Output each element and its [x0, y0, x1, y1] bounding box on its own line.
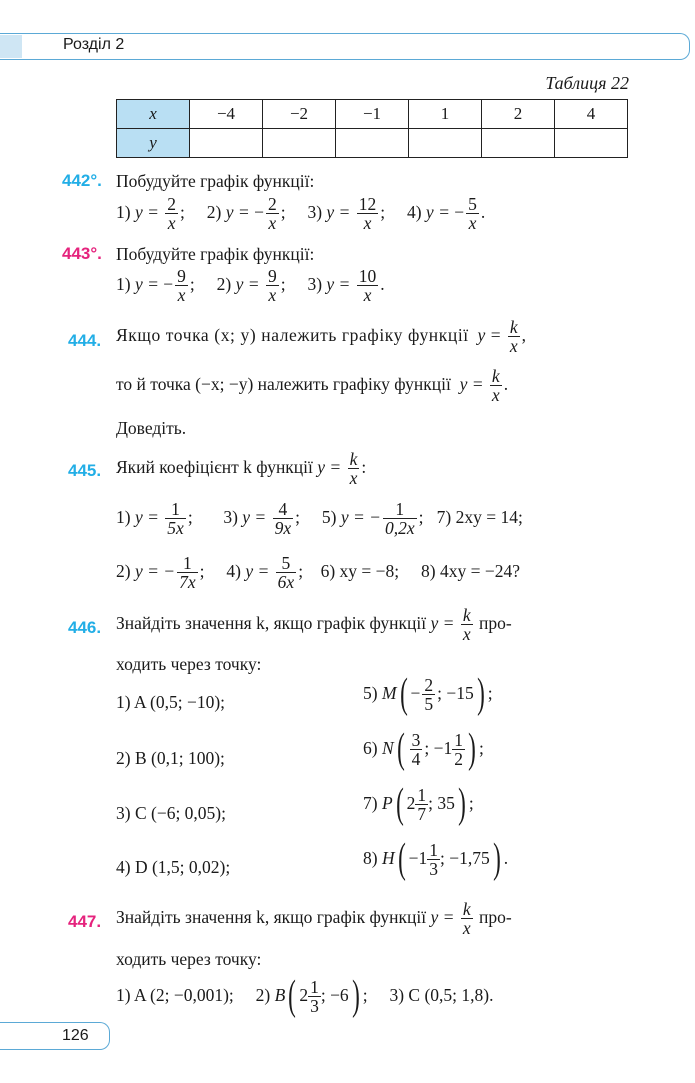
problem-number-442: 442°.	[62, 171, 102, 190]
problem-443-text: Побудуйте графік функції:	[116, 244, 315, 264]
fraction: $\frac{9}{x}$	[177, 266, 186, 306]
item: 2) y = $\frac{9}{x}$ ;	[216, 266, 286, 306]
fraction: $\frac{1}{5x}$	[167, 499, 184, 539]
item: 2) y = − $\frac{2}{x}$ ;	[206, 194, 286, 234]
point-item-m: 5) M( − $\frac{2}{5}$ ; −15) ;	[363, 671, 493, 717]
item: 1) y = − $\frac{9}{x}$ ;	[116, 266, 195, 306]
item: 3) y = $\frac{4}{9x}$ ;	[223, 499, 300, 539]
page-number: 126	[62, 1027, 89, 1044]
problem-444-line3: Доведіть.	[116, 418, 187, 438]
fraction: $\frac{10}{x}$	[358, 266, 377, 306]
problem-number-444: 444.	[68, 331, 102, 350]
problem-number-446: 446.	[68, 618, 102, 637]
problem-443-items	[116, 267, 385, 305]
item: 1) y = $\frac{1}{5x}$ ;	[116, 499, 193, 539]
table-row-y	[117, 129, 628, 158]
problem-444-line1: Якщо точка (x; y) належить графіку функції y = $\frac{k}{x}$ ,	[116, 317, 527, 357]
table-header-x: x	[117, 100, 190, 129]
problem-number-443: 443°.	[62, 244, 102, 263]
problem-442-items	[116, 195, 485, 233]
fraction: $\frac{2}{x}$	[167, 194, 177, 234]
values-table	[116, 99, 628, 158]
fraction: $\frac{k}{x}$	[491, 366, 500, 406]
item: 2) y = − $\frac{1}{7x}$ ;	[116, 553, 205, 593]
fraction: $\frac{1}{3}$	[310, 977, 319, 1017]
table-cell-empty	[555, 129, 628, 158]
fraction: $\frac{5}{6x}$	[277, 553, 295, 593]
fraction: $\frac{3}{4}$	[411, 730, 421, 770]
page-number-frame	[0, 1022, 110, 1050]
point-item: 2) B (0,1; 100);	[116, 748, 225, 768]
fraction: $\frac{1}{7}$	[417, 785, 427, 825]
section-title: Розділ 2	[63, 36, 125, 53]
table-cell: −2	[263, 100, 336, 129]
section-header-tab	[0, 35, 22, 58]
point-item: 4) D (1,5; 0,02);	[116, 857, 231, 877]
problem-447-line2: ходить через точку:	[116, 949, 262, 969]
fraction: $\frac{k}{x}$	[462, 899, 471, 939]
item: 4) y = − $\frac{5}{x}$ .	[406, 194, 486, 234]
table-cell-empty	[482, 129, 555, 158]
point-item-b: 2) B( 2 $\frac{1}{3}$ ; −6) ;	[255, 973, 368, 1019]
problem-446-line2: ходить через точку:	[116, 654, 262, 674]
item: 1) y = $\frac{2}{x}$ ;	[116, 194, 185, 234]
item: 4) y = $\frac{5}{6x}$ ;	[226, 553, 304, 593]
fraction: $\frac{9}{x}$	[267, 266, 277, 306]
point-item: 1) A (2; −0,001);	[116, 984, 234, 1005]
fraction: $\frac{2}{5}$	[424, 675, 434, 715]
fraction: $\frac{1}{3}$	[429, 840, 438, 880]
point-item: 3) C (−6; 0,05);	[116, 803, 226, 823]
problem-number-447: 447.	[68, 912, 102, 931]
problem-number-445: 445.	[68, 461, 102, 480]
table-title: Таблиця 22	[545, 73, 629, 93]
problem-442-text: Побудуйте графік функції:	[116, 171, 315, 191]
item: 5) y = − $\frac{1}{0,2x}$ ;	[321, 499, 424, 539]
problem-445-row1	[116, 500, 523, 538]
problem-445-text: Який коефіцієнт k функції y = $\frac{k}{x}$ :	[116, 449, 367, 489]
problem-444-line2: то й точка (−x; −y) належить графіку функції y = $\frac{k}{x}$ .	[116, 366, 509, 406]
table-cell: −4	[190, 100, 263, 129]
point-item-h: 8) H( −1 $\frac{1}{3}$ ; −1,75) .	[363, 836, 509, 882]
table-cell: 1	[409, 100, 482, 129]
fraction: $\frac{k}{x}$	[509, 317, 518, 357]
point-item: 1) A (0,5; −10);	[116, 692, 226, 712]
fraction: $\frac{12}{x}$	[358, 194, 377, 234]
fraction: $\frac{1}{0,2x}$	[384, 499, 415, 539]
fraction: $\frac{5}{x}$	[468, 194, 477, 234]
table-cell-empty	[409, 129, 482, 158]
fraction: $\frac{k}{x}$	[462, 605, 471, 645]
problem-445-row2	[116, 554, 520, 592]
table-row-x	[117, 100, 628, 129]
fraction: $\frac{k}{x}$	[349, 449, 358, 489]
fraction: $\frac{1}{7x}$	[179, 553, 196, 593]
problem-447-items	[116, 973, 494, 1019]
table-cell-empty	[336, 129, 409, 158]
problem-446-line1: Знайдіть значення k, якщо графік функції y = $\frac{k}{x}$ про-	[116, 605, 512, 645]
table-cell: −1	[336, 100, 409, 129]
table-cell-empty	[263, 129, 336, 158]
item: 3) y = $\frac{12}{x}$ ;	[307, 194, 386, 234]
table-header-y: y	[117, 129, 190, 158]
fraction: $\frac{4}{9x}$	[274, 499, 292, 539]
point-item: 3) C (0,5; 1,8).	[389, 984, 494, 1005]
fraction: $\frac{1}{2}$	[454, 730, 463, 770]
item: 8) 4xy = −24?	[421, 560, 520, 581]
fraction: $\frac{2}{x}$	[267, 194, 277, 234]
point-item-p: 7) P( 2 $\frac{1}{7}$ ; 35) ;	[363, 781, 474, 827]
table-cell-empty	[190, 129, 263, 158]
item: 3) y = $\frac{10}{x}$ .	[307, 266, 385, 306]
item: 6) xy = −8;	[320, 560, 400, 581]
point-item-n: 6) N( $\frac{3}{4}$ ; −1 $\frac{1}{2}$ ) ;	[363, 726, 484, 772]
table-cell: 2	[482, 100, 555, 129]
item: 7) 2xy = 14;	[436, 506, 523, 527]
problem-447-line1: Знайдіть значення k, якщо графік функції y = $\frac{k}{x}$ про-	[116, 899, 512, 939]
table-cell: 4	[555, 100, 628, 129]
